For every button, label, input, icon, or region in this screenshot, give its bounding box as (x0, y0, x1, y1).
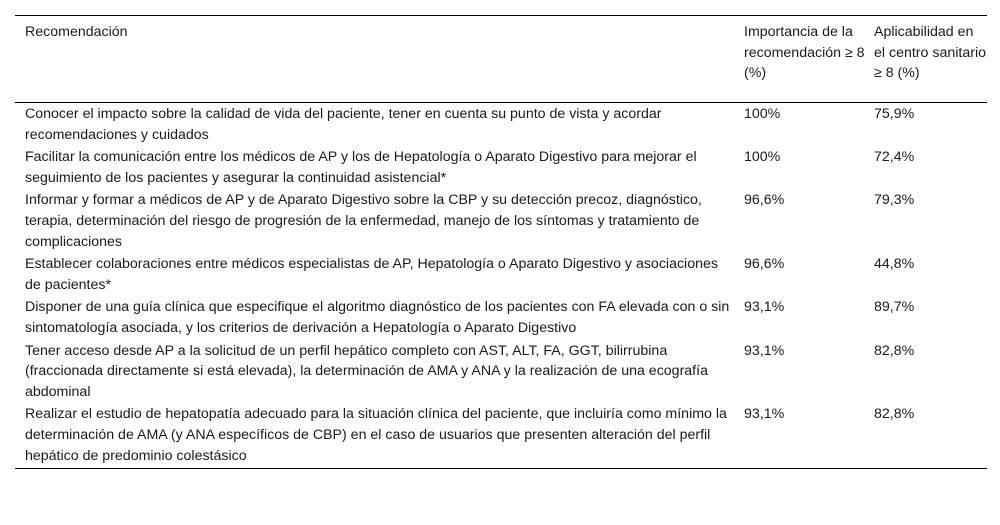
table-header-row (15, 16, 987, 103)
recommendation-cell: Realizar el estudio de hepatopatía adecuado para la situación clínica del paciente, que incluiría como mínimo la determinación de AMA (y ANA específicos de CBP) en el caso de usuarios que presenten alteración del perfil hepático de predominio colestásico (25, 406, 727, 464)
table-row (15, 147, 987, 190)
applicability-cell: 89,7% (874, 299, 915, 316)
applicability-cell: 79,3% (874, 192, 915, 209)
table-row (15, 404, 987, 468)
recommendation-cell: Establecer colaboraciones entre médicos especialistas de AP, Hepatología o Aparato Digestivo y asociaciones de pacientes* (25, 256, 718, 293)
importance-cell: 93,1% (744, 299, 785, 316)
applicability-cell: 72,4% (874, 149, 915, 166)
recommendations-table-container (15, 15, 987, 469)
importance-cell: 93,1% (744, 406, 785, 423)
header-importance: Importancia de la recomendación ≥ 8 (%) (744, 24, 865, 82)
importance-cell: 100% (744, 106, 781, 122)
applicability-cell: 82,8% (874, 406, 915, 423)
recommendation-cell: Conocer el impacto sobre la calidad de vida del paciente, tener en cuenta su punto de vista y acordar recomendaciones y cuidados (25, 106, 662, 143)
importance-cell: 100% (744, 149, 781, 166)
table-row (15, 103, 987, 148)
recommendation-cell: Tener acceso desde AP a la solicitud de un perfil hepático completo con AST, ALT, FA, GGT, bilirrubina (fraccionada directamente si está elevada), la determinación de AMA y ANA y la realización de una ecografía abdominal (25, 342, 708, 400)
recommendation-cell: Disponer de una guía clínica que especifique el algoritmo diagnóstico de los pacientes con FA elevada con o sin sintomatología asociada, y los criterios de derivación a Hepatología o Aparato Digestivo (25, 299, 730, 336)
header-recommendation: Recomendación (25, 24, 128, 40)
table-row (15, 341, 987, 405)
importance-cell: 96,6% (744, 256, 785, 273)
table-row (15, 254, 987, 297)
recommendation-cell: Informar y formar a médicos de AP y de Aparato Digestivo sobre la CBP y su detección precoz, diagnóstico, terapia, determinación del riesgo de progresión de la enfermedad, manejo de los síntomas y tratamiento de complicaciones (25, 192, 702, 250)
recommendation-cell: Facilitar la comunicación entre los médicos de AP y los de Hepatología o Aparato Digestivo para mejorar el seguimiento de los pacientes y asegurar la continuidad asistencial* (25, 149, 697, 186)
recommendations-table (15, 15, 987, 469)
applicability-cell: 44,8% (874, 256, 915, 273)
header-applicability: Aplicabilidad en el centro sanitario ≥ 8 (%) (874, 24, 986, 82)
table-row (15, 190, 987, 254)
applicability-cell: 75,9% (874, 106, 915, 122)
importance-cell: 93,1% (744, 342, 785, 359)
importance-cell: 96,6% (744, 192, 785, 209)
table-row (15, 297, 987, 340)
applicability-cell: 82,8% (874, 342, 915, 359)
